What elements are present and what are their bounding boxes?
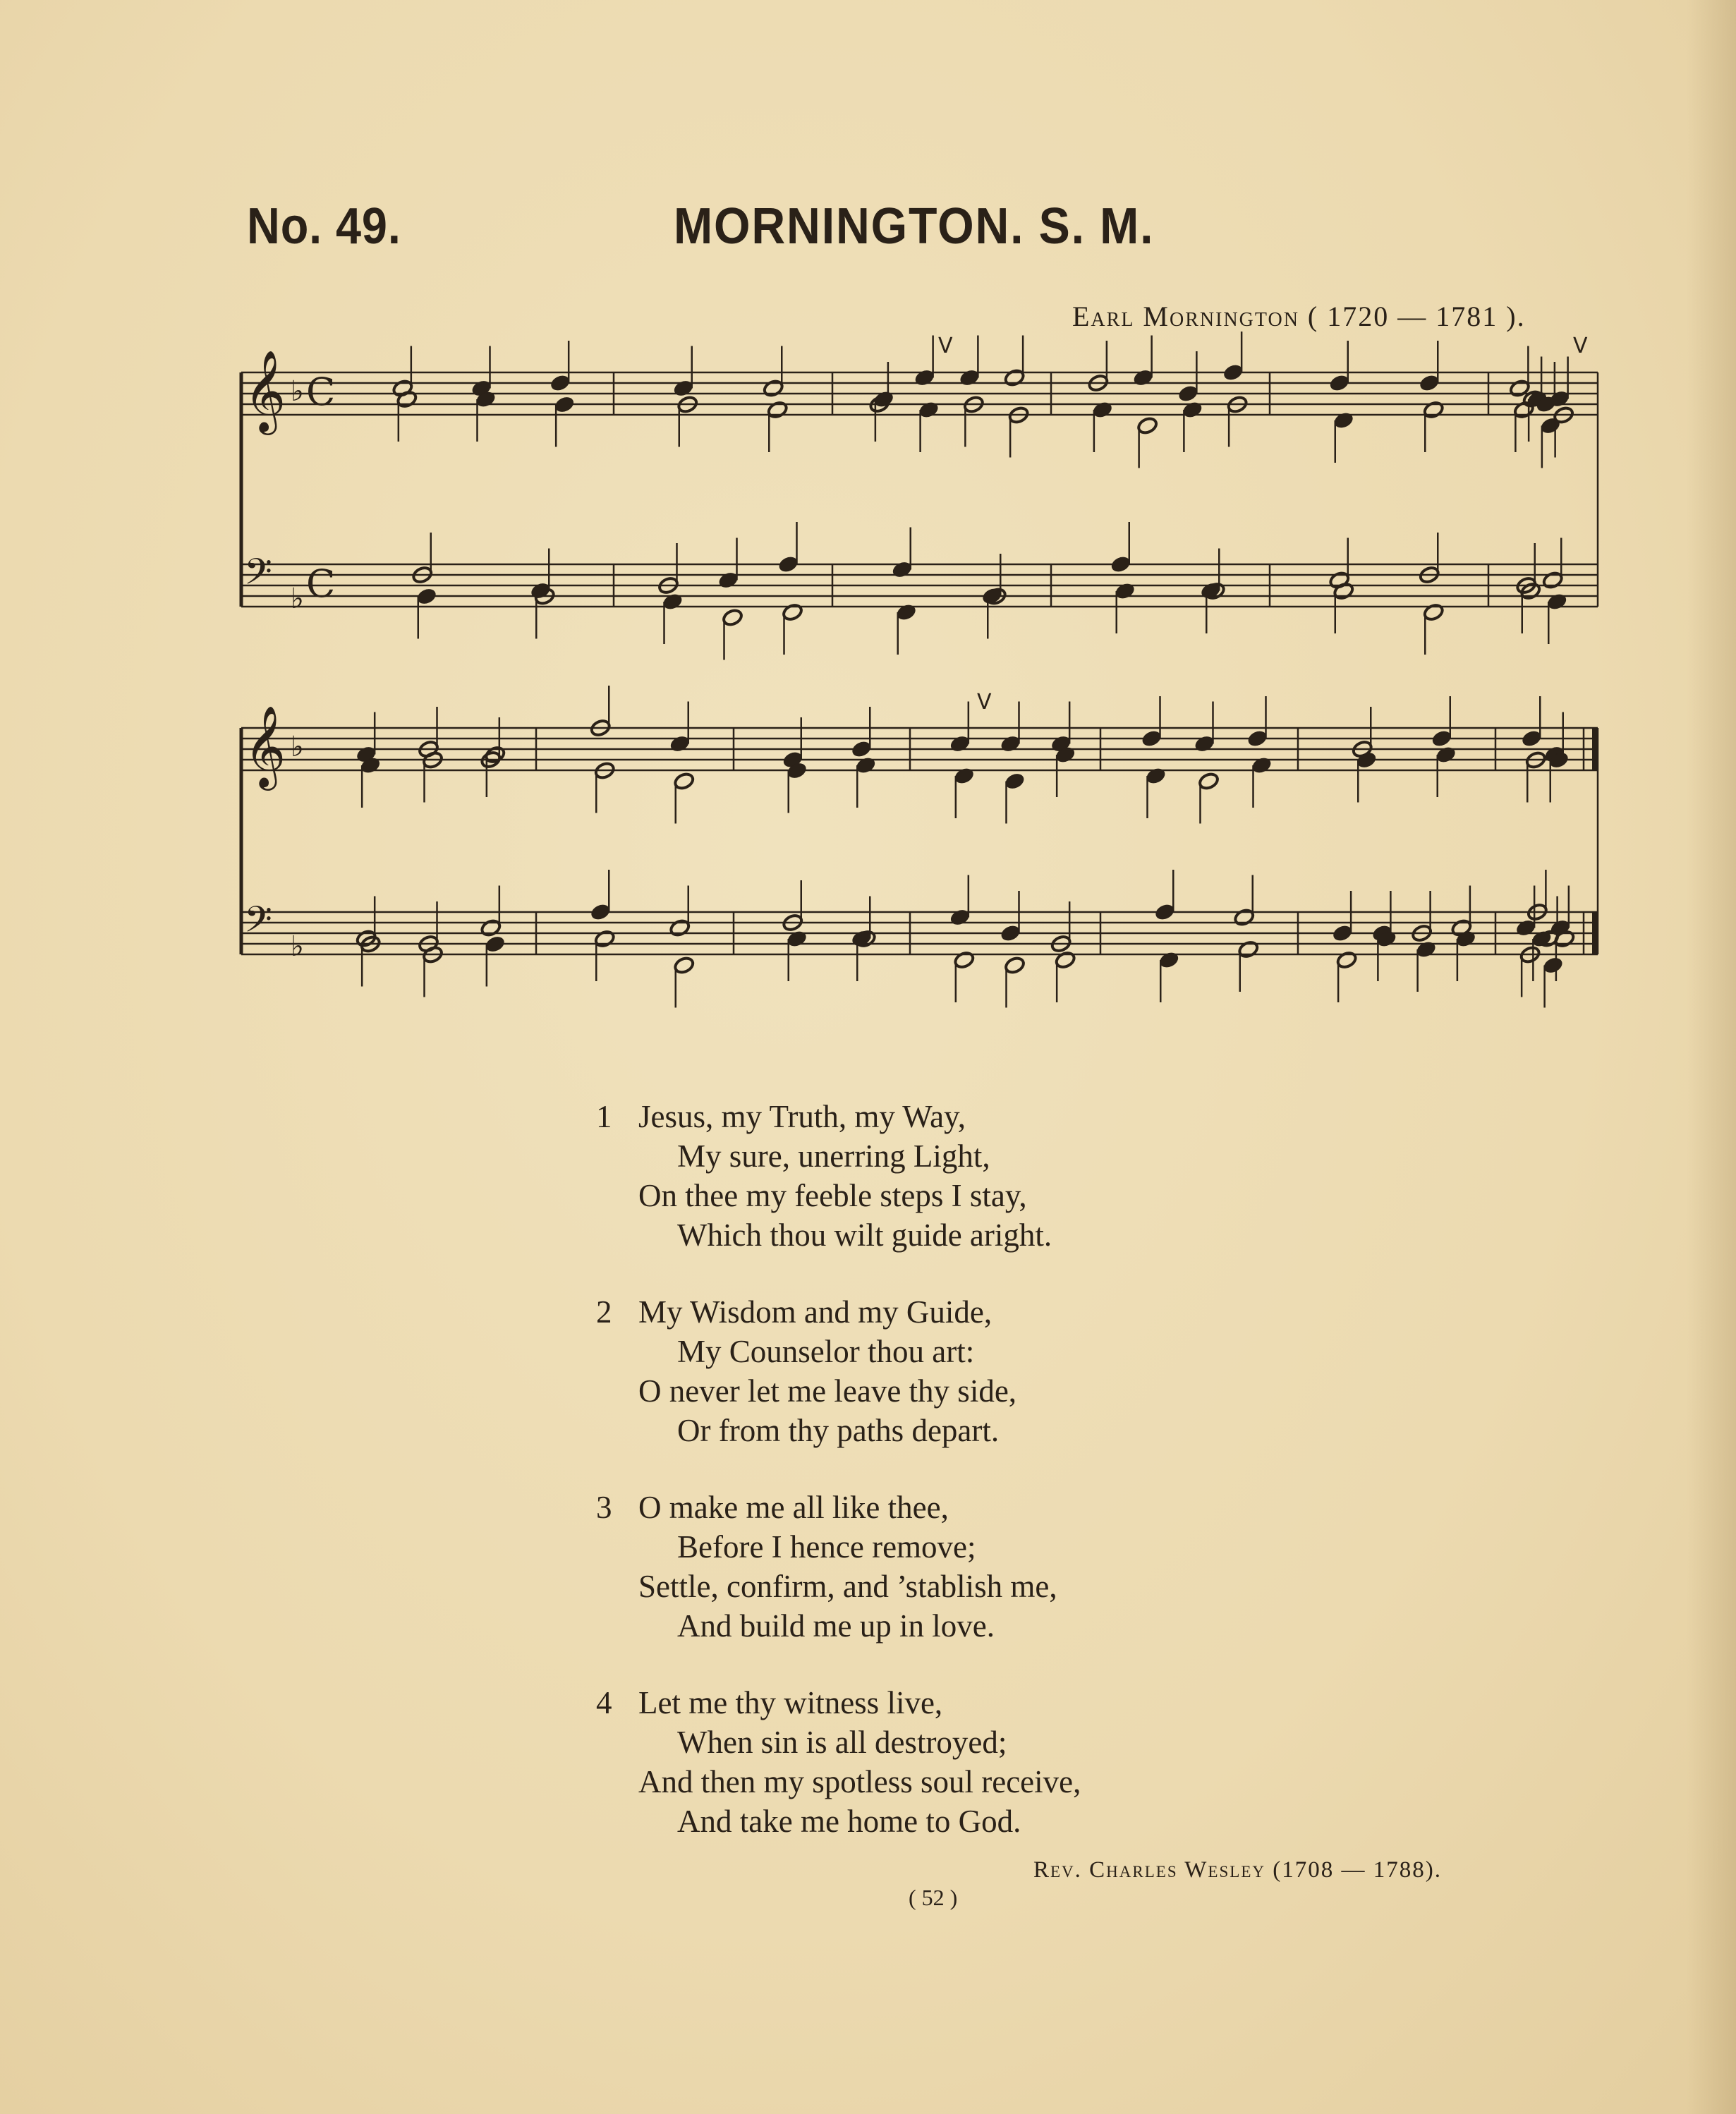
- hymn-number: No. 49.: [247, 198, 401, 255]
- verse-text: My Wisdom and my Guide,: [638, 1294, 993, 1330]
- verse-text: And then my spotless soul receive,: [638, 1764, 1081, 1799]
- verse-text: Jesus, my Truth, my Way,: [638, 1099, 966, 1134]
- flat-icon: ♭: [291, 731, 304, 763]
- treble-clef-icon: 𝄞: [244, 349, 286, 432]
- verse-text: When sin is all destroyed;: [677, 1725, 1007, 1760]
- flat-icon: ♭: [291, 930, 304, 963]
- verse-line: [596, 1762, 1081, 1802]
- accent-mark: V: [1573, 334, 1588, 358]
- verse-text: O make me all like thee,: [638, 1490, 949, 1525]
- verse-number: 3: [596, 1490, 612, 1525]
- verse-text: O never let me leave thy side,: [638, 1373, 1017, 1409]
- page-edge-shadow: [1687, 0, 1736, 2114]
- music-score: [233, 332, 1608, 1044]
- accent-mark: V: [977, 690, 992, 715]
- verse-line: [596, 1488, 1081, 1527]
- page-number: ( 52 ): [909, 1885, 958, 1910]
- bass-clef-icon: 𝄢: [244, 550, 272, 602]
- verse-text: Settle, confirm, and ’stablish me,: [638, 1569, 1057, 1604]
- verse-number: 2: [596, 1294, 612, 1330]
- flat-icon: ♭: [291, 583, 304, 615]
- verse: [596, 1683, 1081, 1841]
- verse-line: [596, 1723, 1081, 1762]
- verse-number: 4: [596, 1685, 612, 1720]
- final-barline: [1592, 912, 1598, 954]
- verse-text: My Counselor thou art:: [677, 1334, 975, 1369]
- verse-line: [596, 1097, 1081, 1136]
- verse-line: [596, 1802, 1081, 1841]
- verse-text: On thee my feeble steps I stay,: [638, 1178, 1027, 1213]
- verse: [596, 1292, 1081, 1450]
- author-credit: Rev. Charles Wesley (1708 — 1788).: [1033, 1857, 1442, 1883]
- verse-line: [596, 1136, 1081, 1176]
- verse: [596, 1097, 1081, 1255]
- verse-text: My sure, unerring Light,: [677, 1138, 990, 1174]
- final-barline: [1592, 728, 1598, 770]
- common-time-icon: C: [306, 370, 336, 414]
- treble-clef-icon: 𝄞: [244, 705, 286, 787]
- verse-line: [596, 1683, 1081, 1723]
- accent-mark: V: [938, 334, 953, 358]
- verse-line: [596, 1411, 1081, 1450]
- verse-text: Before I hence remove;: [677, 1529, 976, 1565]
- verse-text: Let me thy witness live,: [638, 1685, 943, 1720]
- verse-line: [596, 1567, 1081, 1606]
- hymn-verses: [596, 1097, 1081, 1878]
- flat-icon: ♭: [291, 375, 304, 408]
- verse-line: [596, 1527, 1081, 1567]
- verse-text: And take me home to God.: [677, 1804, 1021, 1839]
- hymn-title: MORNINGTON. S. M.: [674, 198, 1155, 255]
- verse-line: [596, 1176, 1081, 1215]
- verse-line: [596, 1371, 1081, 1411]
- common-time-icon: C: [306, 561, 336, 606]
- verse-text: And build me up in love.: [677, 1608, 995, 1644]
- verse-text: Or from thy paths depart.: [677, 1413, 1000, 1448]
- verse-line: [596, 1332, 1081, 1371]
- verse-line: [596, 1215, 1081, 1255]
- verse-text: Which thou wilt guide aright.: [677, 1217, 1052, 1253]
- verse-number: 1: [596, 1099, 612, 1134]
- composer-credit: Earl Mornington ( 1720 — 1781 ).: [1072, 300, 1526, 332]
- verse-line: [596, 1292, 1081, 1332]
- bass-clef-icon: 𝄢: [244, 898, 272, 949]
- verse: [596, 1488, 1081, 1646]
- verse-line: [596, 1606, 1081, 1646]
